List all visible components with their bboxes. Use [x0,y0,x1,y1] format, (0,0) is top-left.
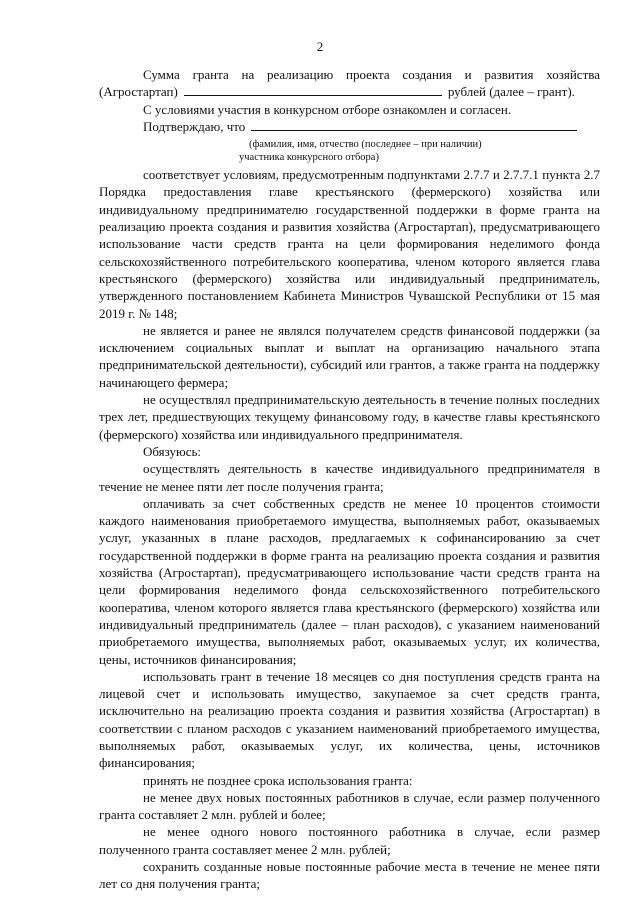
obligation-keep-jobs: сохранить созданные новые постоянные рабочие места в течение не менее пяти лет со дня получения гранта; [99,859,600,892]
grant-sum-amount-row [99,83,600,100]
document-body [99,66,600,893]
grant-sum-suffix: рублей (далее – грант). [447,84,575,100]
grant-sum-prefix: (Агростартап) [99,84,178,100]
paragraph-no-prior-support: не является и ранее не являлся получателем средств финансовой поддержки (за исключением социальных выплат и выплат на организацию начального этапа предпринимательской деятельности), субсидий или грантов, а также гранта на поддержку начинающего фермера; [99,322,600,390]
obligation-hiring-one: не менее одного нового постоянного работника в случае, если размер полученного гранта составляет менее 2 млн. рублей; [99,824,600,857]
obligation-business-activity: осуществлять деятельность в качестве индивидуального предпринимателя в течение не менее пяти лет после получения гранта; [99,461,600,494]
grant-amount-blank[interactable] [184,84,442,96]
obligation-grant-use: использовать грант в течение 18 месяцев со дня поступления средств гранта на лицевой счет и использовать имущество, закупаемое за счет средств гранта, исключительно на реализацию проекта создания и развития хозяйства (Агростартап) в соответствии с планом расходов с указанием наименований приобретаемого имущества, выполняемых работ, оказываемых услуг, их количества, цены, источников финансирования; [99,668,600,771]
grant-sum-line: Сумма гранта на реализацию проекта создания и развития хозяйства [143,67,600,82]
applicant-name-note-1: (фамилия, имя, отчество (последнее – при наличии) [249,139,482,151]
page-number: 2 [316,39,324,54]
paragraph-compliance: соответствует условиям, предусмотренным подпунктами 2.7.7 и 2.7.7.1 пункта 2.7 Порядка предоставления главе крестьянского (фермерского) хозяйства или индивидуальному предпринимателю государственной поддержки в форме гранта на реализацию проекта создания и развития хозяйства (Агростартап), предусматривающего использование части средств гранта на цели формирования неделимого фонда сельскохозяйственного потребительского кооператива, членом которого является глава крестьянского (фермерского) хозяйства или индивидуальный предприниматель, утвержденного постановлением Кабинета Министров Чувашской Республики от 15 мая 2019 г. № 148; [99,167,600,321]
obligation-hiring-two: не менее двух новых постоянных работников в случае, если размер полученного гранта составляет 2 млн. рублей и более; [99,789,600,823]
obligations-heading: Обязуюсь: [143,443,202,459]
obligation-hiring-heading: принять не позднее срока использования гранта: [143,772,413,788]
applicant-name-note-2: участника конкурсного отбора) [239,152,379,164]
obligation-cofinancing: оплачивать за счет собственных средств не менее 10 процентов стоимости каждого наименования приобретаемого имущества, выполняемых работ, оказываемых услуг, указанных в плане расходов, предлагаемых к софинансированию за счет государственной поддержки в форме гранта на реализацию проекта создания и развития хозяйства (Агростартап), предусматривающего использование части средств гранта на цели формирования неделимого фонда сельскохозяйственного потребительского кооператива, членом которого является глава крестьянского (фермерского) хозяйства или индивидуальный предприниматель (далее – план расходов), с указанием наименований приобретаемого имущества, выполняемых работ, оказываемых услуг, их количества, цены, источников финансирования; [99,495,600,667]
confirm-label: Подтверждаю, что [143,118,246,134]
applicant-name-blank[interactable] [251,119,577,131]
agreement-statement: С условиями участия в конкурсном отборе ознакомлен и согласен. [143,101,512,117]
paragraph-no-prior-business: не осуществлял предпринимательскую деятельность в течение полных последних трех лет, предшествующих текущему финансовому году, в качестве главы крестьянского (фермерского) хозяйства или индивидуального предпринимателя. [99,392,600,442]
confirm-row [99,118,600,135]
